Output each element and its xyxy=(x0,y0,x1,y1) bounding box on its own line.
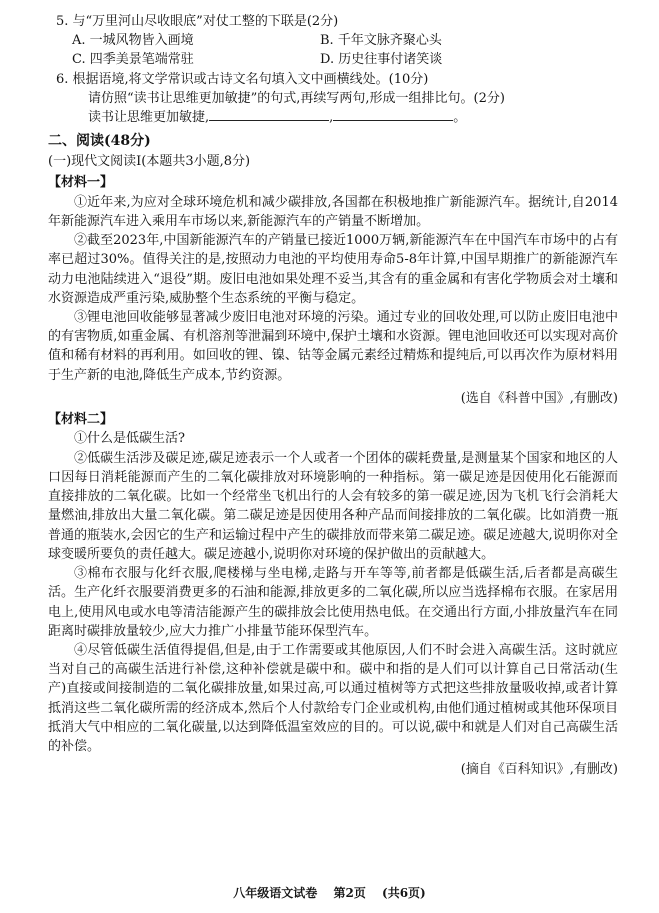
footer-page-number: 第2页 xyxy=(333,886,366,900)
answer-period: 。 xyxy=(453,110,467,126)
option-d: D. 历史往事付诸笑谈 xyxy=(320,52,443,68)
question-5-options-row-2 xyxy=(72,50,618,69)
material-2-paragraph-3: ③棉布衣服与化纤衣服,爬楼梯与坐电梯,走路与开车等等,前者都是低碳生活,后者都是高碳生活。生产化纤衣服要消费更多的石油和能源,排放更多的二氧化碳,所以应当选择棉布衣服。在家居用电上,使用风电或水电等清洁能源产生的碳排放会比使用热电低。在交通出行方面,小排放量汽车在同距离时碳排放量较少,应大力推广小排量节能环保型汽车。 xyxy=(48,566,618,639)
option-c: C. 四季美景笔端常驻 xyxy=(72,52,194,68)
question-6-stem: 6. 根据语境,将文学常识或古诗文名句填入文中画横线处。(10分) xyxy=(56,71,429,87)
material-1-paragraph-1: ①近年来,为应对全球环境危机和减少碳排放,各国都在积极地推广新能源汽车。据统计,自2014年新能源汽车进入乘用车市场以来,新能源汽车的产销量不断增加。 xyxy=(48,194,618,229)
question-6-instruction: 请仿照“读书让思维更加敏捷”的句式,再续写两句,形成一组排比句。(2分) xyxy=(88,90,505,106)
question-5-stem: 5. 与“万里河山尽收眼底”对仗工整的下联是(2分) xyxy=(56,14,339,29)
option-a: A. 一城风物皆入画境 xyxy=(72,33,194,49)
question-6-answer-line xyxy=(88,108,618,127)
section-2-subtitle: (一)现代文阅读Ⅰ(本题共3小题,8分) xyxy=(48,154,251,170)
footer-total-pages: (共6页) xyxy=(382,886,426,900)
footer-subject: 八年级语文试卷 xyxy=(233,886,318,900)
exam-page xyxy=(48,12,618,780)
option-b: B. 千年文脉齐聚心头 xyxy=(320,33,442,49)
answer-blank-2[interactable] xyxy=(333,108,453,121)
answer-blank-1[interactable] xyxy=(209,108,329,121)
section-2-title: 二、阅读(48分) xyxy=(48,133,151,150)
material-2-label: 【材料二】 xyxy=(48,412,114,428)
material-1-source: (选自《科普中国》,有删改) xyxy=(460,390,618,406)
answer-comma: , xyxy=(329,110,334,126)
material-1-label: 【材料一】 xyxy=(48,175,114,191)
question-5-options-row-1 xyxy=(72,31,618,50)
material-1-paragraph-3: ③锂电池回收能够显著减少废旧电池对环境的污染。通过专业的回收处理,可以防止废旧电池中的有害物质,如重金属、有机溶剂等泄漏到环境中,保护土壤和水资源。锂电池回收还可以实现对高价值和稀有材料的再利用。如回收的锂、镍、钴等金属元素经过精炼和提纯后,可以再次作为原材料用于生产新的电池,降低生产成本,节约资源。 xyxy=(48,310,618,383)
material-2-paragraph-2: ②低碳生活涉及碳足迹,碳足迹表示一个人或者一个团体的碳耗费量,是测量某个国家和地区的人口因每日消耗能源而产生的二氧化碳排放对环境影响的一种指标。第一碳足迹是因使用化石能源而直接排放的二氧化碳。比如一个经常坐飞机出行的人会有较多的第一碳足迹,因为飞机飞行会消耗大量燃油,排放出大量二氧化碳。第二碳足迹是因使用各种产品而间接排放的二氧化碳。比如消费一瓶普通的瓶装水,会因它的生产和运输过程中产生的碳排放而带来第二碳足迹。碳足迹越大,说明你对全球变暖所要负的责任越大。碳足迹越小,说明你对环境的保护做出的贡献越大。 xyxy=(48,450,618,562)
material-2-paragraph-4: ④尽管低碳生活值得提倡,但是,由于工作需要或其他原因,人们不时会进入高碳生活。这时就应当对自己的高碳生活进行补偿,这种补偿就是碳中和。碳中和指的是人们可以计算自己日常活动(生产)直接或间接制造的二氧化碳排放量,如果过高,可以通过植树等方式把这些排放量吸收掉,或者计算抵消这些二氧化碳所需的经济成本,然后个人付款给专门企业或机构,由他们通过植树或其他环保项目抵消大气中相应的二氧化碳量,以达到降低温室效应的目的。可以说,碳中和就是人们对自己高碳生活的补偿。 xyxy=(48,642,618,755)
material-2-paragraph-1: ①什么是低碳生活? xyxy=(74,431,185,447)
answer-prompt-prefix: 读书让思维更加敏捷, xyxy=(88,110,210,126)
material-1-paragraph-2: ②截至2023年,中国新能源汽车的产销量已接近1000万辆,新能源汽车在中国汽车市场中的占有率已超过30%。值得关注的是,按照动力电池的平均使用寿命5-8年计算,中国早期推广的新能源汽车动力电池陆续进入“退役”期。废旧电池如果处理不妥当,其含有的重金属和有害化学物质会对土壤和水资源造成严重污染,威胁整个生态系统的平衡与稳定。 xyxy=(48,233,618,306)
page-footer xyxy=(0,885,659,903)
material-2-source: (摘自《百科知识》,有删改) xyxy=(460,762,618,778)
